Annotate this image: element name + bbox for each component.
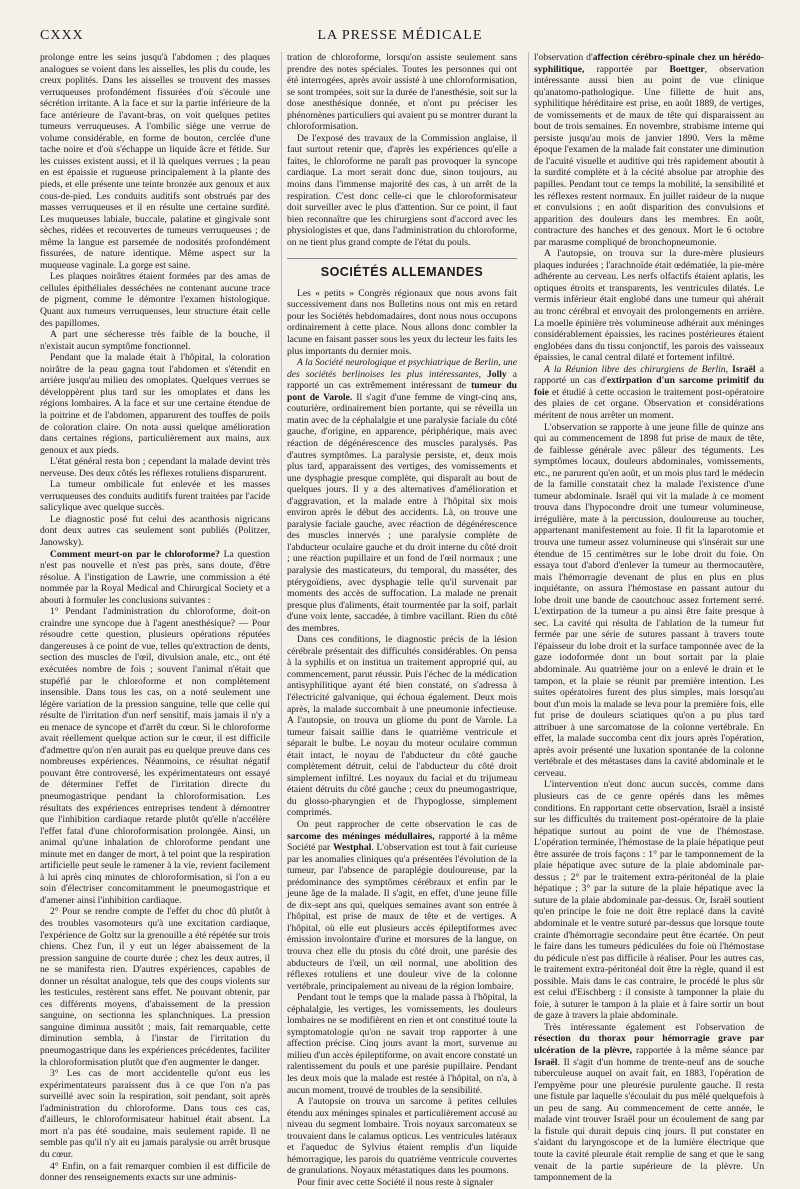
paragraph: 4° Enfin, on a fait remarquer combien il est difficile de donner des renseignements exacts sur une adminis- [40, 1160, 270, 1184]
paragraph-text: et étudié à cette occasion le traitement post-opératoire des plaies de cet organe. Observation et considérations méritent de nous arrêter un moment. [534, 386, 764, 421]
paragraph-text: a rapporté un cas d' [534, 363, 764, 387]
paragraph-text: a rapporté un cas extrêmement intéressant de [287, 368, 517, 392]
author-name: Israël [732, 363, 756, 375]
paragraph: De l'exposé des travaux de la Commission anglaise, il faut surtout retenir que, d'après les expériences qu'elle a faites, le chloroforme ne paraît pas provoquer la syncope cardiaque. La mort serait donc due, sinon toujours, au moins dans l'immense majorité des cas, à un arrêt de la respiration. C'est donc celle-ci que le chloroformisateur doit surveiller avec le plus d'attention. Sur ce point, il faut bien reconnaître que les chirurgiens sont d'accord avec les physiologistes et que, dans l'administration du chloroforme, on ne tient plus grand compte de l'état du pouls. [287, 132, 517, 248]
column-1 [40, 52, 270, 1184]
paragraph: A part une sécheresse très faible de la bouche, il n'existait aucun symptôme fonctionnel. [40, 329, 270, 352]
paragraph-text: La question n'est pas nouvelle et n'est pas près, sans doute, d'être résolue. A l'instigation de Lawrie, une commission a été nommée par la Royal Medical and Chirurgical Society et a abouti à formuler les conclusions suivantes : [40, 548, 270, 606]
case-title: extirpation d'un sarcome primitif du foie [534, 375, 764, 398]
paragraph: La tumeur ombilicale fut enlevée et les masses verruqueuses des conduits auditifs furent traitées par l'acide salicylique avec quelque succès. [40, 479, 270, 514]
paragraph: L'observation se rapporte à une jeune fille de quinze ans qui au commencement de 1898 fut prise de maux de tête, de faiblesse générale avec pâleur des téguments. Les symptômes locaux, douleurs abdominales, vomissements, etc., ne parurent qu'en août, et un mois plus tard le médecin de la famille constatait chez la malade l'existence d'une tumeur abdominale. Israël qui vit la malade à ce moment trouva dans l'hypocondre droit une tumeur volumineuse, irrégulière, mate à la percussion, douloureuse au toucher, appartenant manifestement au foie. Il fit la laparotomie et trouva une tumeur assez volumineuse qui s'insérait sur une étendue de 15 centimètres sur le lobe droit du foie. On essaya tout d'abord d'enlever la tumeur au thermocautère, mais l'hémorragie devenant de plus en plus en plus inquiétante, on assura l'hémostase en passant autour du lobe droit une bande de caoutchouc assez fortement serré. L'extirpation de la tumeur a pu ainsi être faite presque à sec. La cavité qui résulta de l'ablation de la tumeur fut fermée par une série de sutures passant à travers toute l'épaisseur du lobe droit et la surface tamponnée avec de la gaze iodoformée dont un bout sortait par la plaie abdominale. Au quatrième jour on a enlevé le drain et le tampon, et la plaie se réunit par première intention. Les suites opératoires furent des plus simples, mais lorsqu'au bout d'un mois la malade se leva pour la première fois, elle fut prise de douleurs sciatiques qu'on a pu plus tard attribuer à une sarcomatose de la colonne vertébrale. En effet, la malade succomba cent dix jours après l'opération, après avoir présenté une luxation spontanée de la colonne vertébrale et des métastases dans la cavité abdominale et le cerveau. [534, 421, 764, 779]
section-title: SOCIÉTÉS ALLEMANDES [287, 258, 517, 279]
paragraph-text: On peut rapprocher de cette observation le cas de [297, 819, 517, 830]
journal-title: LA PRESSE MÉDICALE [317, 28, 483, 43]
paragraph-text: Il s'agit d'une femme de vingt-cinq ans, couturière, ordinairement bien portante, qui se réveilla un matin avec de la céphalalgie et une paralysie faciale du côté gauche, d'origine, en apparence, périphérique, mais avec réaction de dégénérescence des muscles paralysés. Pas d'autres symptômes. La paralysie persiste, et, deux mois plus tard, apparaissent des vertiges, des vomissements et une dysphagie presque complète, qui disparaît au bout de quelques jours. Il y a des alternatives d'amélioration et d'aggravation, et la malade entre à l'hôpital six mois environ après le début des accidents. Là, on trouve une paralysie faciale gauche, avec réaction de dégénérescence des muscles innervés ; une paralysie complète de l'abducteur oculaire gauche et du droit interne du côté droit ; une réaction pupillaire et un fond de l'œil normaux ; une paralysie des masticateurs, du temporal, du masséter, des ptérygoïdiens, avec dysphagie telle qu'il survenait par moments des accès de suffocation. La malade ne prenait presque plus d'aliments, était tourmentée par la soif, parlait d'une voix lente, saccadée, à timbre vacillant. Rien du côté des membres. [287, 391, 517, 634]
paragraph-westphal [287, 819, 517, 992]
case-title: sarcome des méninges médullaires, [287, 830, 435, 842]
author-name: Israël [534, 1056, 558, 1068]
paragraph: Les plaques noirâtres étaient formées par des amas de cellules épithéliales desséchées ne contenant aucune trace de pigment, comme le démontre l'examen histologique. Quant aux tumeurs verruqueuses, leur structure était celle des papillomes. [40, 271, 270, 329]
paragraph-text: . L'observation est tout à fait curieuse par les anomalies cliniques qu'a présentées l'évolution de la tumeur, par l'absence de paraplégie douloureuse, par la prédominance des symptômes cérébraux et enfin par le jeune âge de la malade. Il s'agit, en effet, d'une jeune fille de dix-sept ans qui, quelques semaines avant son entrée à l'hôpital, est prise de maux de tête et de vertiges. A l'hôpital, où elle eut plusieurs accès épileptiformes avec émission involontaire d'urine et morsures de la langue, on trouva chez elle du ptosis du côté droit, une parésie des abducteurs de l'œil, un œil normal, une abolition des réflexes rotuliens et une douleur vive de la colonne vertébrale, principalement au niveau de la région lombaire. [287, 842, 517, 992]
paragraph-boettger [534, 52, 764, 248]
paragraph: prolonge entre les seins jusqu'à l'abdomen ; des plaques analogues se voient dans les aisselles, les plis du coude, les creux poplités. Dans les aisselles se trouvent des masses verruqueuses profondément fissurées d'où s'écoule une sécrétion irritante. A la face et sur la partie inférieure de la face antérieure de l'avant-bras, on voit quelques petites tumeurs verruqueuses. A l'ombilic siège une verrue de volume considérable, en forme de bouton, cerclée d'une tache noire et d'où s'échappe un liquide âcre et fétide. Sur les cuisses existent aussi, et il là quelques verrues ; la peau en est épaissie et rugueuse principalement à la plante des pieds, et elle présente une teinte bronzée aux genoux et aux cous-de-pied. Les conduits auditifs sont obstrués par des masses verruqueuses et il en résulte une certaine surdité. Les muqueuses labiale, buccale, palatine et gingivale sont sèches, ridées et recouvertes de tumeurs verruqueuses ; de même la langue est parsemée de nodosités profondément fissurées, de nature identique. Même aspect sur la muqueuse vaginale. La gorge est saine. [40, 52, 270, 271]
society-name: A la Société neurologique et psychiatrique de Berlin, une des sociétés berlinoises les plus intéressantes, [287, 357, 517, 380]
paragraph: Pendant tout le temps que la malade passa à l'hôpital, la céphalalgie, les vertiges, les vomissements, les douleurs lombaires ne se modifièrent en rien et ont constitué toute la symptomatologie qu'on ne savait trop rapporter à une affection précise. Cinq jours avant la mort, survenue au milieu d'un accès épileptiforme, on avait encore constaté un ralentissement du pouls et une parésie pupillaire. Pendant les deux mois que la malade est restée à l'hôpital, on n'a, à aucun moment, trouvé de troubles de la sensibilité. [287, 992, 517, 1096]
paragraph: 1° Pendant l'administration du chloroforme, doit-on craindre une syncope due à l'agent anesthésique? — Pour résoudre cette question, plusieurs opérations réputées dangereuses à ce point de vue, telles qu'extraction de dents, section des muscles de l'œil, divulsion anale, etc., ont été exécutées nombre de fois ; souvent l'animal n'était que stupéfié par le chloroforme et non complètement insensible. Dans tous les cas, on a noté seulement une légère variation de la pression sanguine, telle que celle qui résulte de l'irritation d'un nerf sensitif, mais jamais il n'y a eu menace de syncope et d'arrêt du cœur. Si le chloroforme avait réellement quelque action sur le cœur, il est difficile d'admettre qu'on n'en aurait pas eu quelque preuve dans ces nombreuses expériences. Néanmoins, ce résultat négatif pouvant être controversé, les expérimentateurs ont essayé de déterminer l'effet de l'irritation directe du pneumogastrique pendant la chloroformisation. Les résultats des expériences entreprises tendent à démontrer que l'inhibition cardiaque retarde plutôt qu'elle n'accélère l'effet fatal d'une chloroformisation prolongée. Ainsi, un animal qu'une inhalation de chloroforme pendant une minute met en danger de mort, à tel point que la respiration artificielle peut seule le ramener à la vie, revient facilement à lui après cinq minutes de chloroformisation, si l'on a eu soin d'électriser concomitamment le pneumogastrique et d'amener ainsi l'inhibition cardiaque. [40, 606, 270, 906]
society-name: A la Réunion libre des chirurgiens de Berlin, [544, 363, 733, 375]
paragraph: Pour finir avec cette Société il nous reste à signaler [297, 1176, 494, 1188]
paragraph-text: rapportée par [584, 63, 670, 75]
paragraph: A l'autopsie on trouva un sarcome à petites cellules étendu aux méninges spinales et particulièrement accusé au niveau du segment lombaire. Trois noyaux sarcomateux se trouvaient dans le calamus opticus. Les ventricules latéraux et l'aqueduc de Sylvius étaient remplis d'un liquide hémorragique, les parois du quatrième ventricule couvertes de granulations. Noyaux métastatiques dans les poumons. [287, 1096, 517, 1177]
paragraph-text: Très intéressante également est l'observation de [544, 1021, 764, 1033]
author-name: Boettger [669, 63, 705, 75]
author-name: Westphal [332, 842, 372, 854]
paragraph: A l'autopsie, on trouva sur la dure-mère plusieurs plaques indurées ; l'arachnoïde était œdématiée, la pie-mère adhérente au cerveau. Les nerfs olfactifs étaient aplatis, les optiques étroits et transparents, les ventricules dilatés. Le vermis inférieur était englobé dans une tumeur qui ahérait au tronc cérébral et envoyait des prolongements en arrière. La moelle épinière très volumineuse adhérait aux méninges considérablement épaissies, les racines postérieures étaient englobées dans du tissu conjonctif, les parois des vaisseaux épaissies, le canal central dilaté et fortement infiltré. [534, 248, 764, 364]
page-number: CXXX [40, 28, 84, 43]
paragraph-jolly [287, 357, 517, 634]
paragraph-israel [534, 364, 764, 422]
paragraph: L'intervention n'eut donc aucun succès, comme dans plusieurs cas de ce genre opérés dans les mêmes conditions. En rapportant cette observation, Israël a insisté sur les difficultés du traitement post-opératoire de la plaie hépatique surtout au point de vue de l'hémostase. L'opération terminée, l'hémostase de la plaie hépatique peut être assurée de trois façons : 1° par le tamponnement de la plaie hépatique avec suture de la plaie abdominale par-dessus ; 2° par le traitement extra-péritonéal de la plaie hépatique ; 3° par la suture de la plaie hépatique avec la suture de la plaie abdominale par-dessus. Or, Israël soutient qu'en principe le foie ne doit être replacé dans la cavité abdominale et le ventre suturé par-dessus que lorsque toute crainte d'hémorragie secondaire peut être écartée. On peut le faire dans les tumeurs pédiculées du foie où l'hémostase du pédicule n'est pas difficile à réaliser. Pour les autres cas, le traitement extra-péritonéal doit être la règle, quand il est possible. Mais dans le cas contraire, le procédé le plus sûr est celui d'Eischberg : il consiste à tamponner la plaie du foie, à suturer le tampon à la plaie et à faire sortir un bout de gaze à travers la plaie abdominale. [534, 779, 764, 1022]
paragraph-text: . Il s'agit d'un homme de trente-neuf ans de souche tuberculeuse auquel on avait fait, en 1883, l'opération de l'empyème pour une pleurésie purulente gauche. Il resta une fistule par laquelle s'écoulait du pus mêlé quelquefois à un peu de sang. Au commencement de cette année, le malade vint trouver Israël pour un écoulement de sang par la fistule qui durait depuis cinq jours. Il put constater en s'aidant du laryngoscope et de la lumière électrique que toute la cavité pleurale était remplie de sang et que le sang venait de la partie supérieure de la plèvre. Un tamponnement de la [534, 1056, 764, 1184]
paragraph: 3° Les cas de mort accidentelle qu'ont eus les expérimentateurs paraissent dus à ce que l'on n'a pas surveillé avec soin la respiration, soit pendant, soit après l'administration du chloroforme. Dans tous ces cas, d'ailleurs, le chloroformisateur habituel était absent. La mort n'a pas été soudaine, mais seulement rapide. Il ne semble pas qu'il n'y ait eu jamais paralysie ou arrêt brusque du cœur. [40, 1068, 270, 1160]
author-name: Jolly [487, 368, 507, 380]
paragraph-text: rapporté à la même Société par [287, 830, 517, 854]
case-title: affection cérébro-spinale chez un hérédo-syphilitique, [534, 52, 764, 75]
paragraph: tration de chloroforme, lorsqu'on assiste seulement sans prendre des notes spéciales. Toutes les personnes qui ont été interrogées, après avoir assisté à une chloroformisation, se sont trompées, soit sur la durée de l'anesthésie, soit sur la dose anesthésique donnée, et n'ont pu préciser les phénomènes particuliers qui avaient pu se montrer durant la chloroformisation. [287, 52, 517, 133]
subhead-chloroforme: Comment meurt-on par le chloroforme? [50, 548, 220, 560]
paragraph: Pendant que la malade était à l'hôpital, la coloration noirâtre de la peau gagna tout l'abdomen et s'étendit en arrière jusqu'au milieu des omoplates. Quelques verrues se développèrent plus tard sur les omoplates et dans les régions lombaires. A la face et sur une certaine étendue de la poitrine et de l'abdomen, apparurent des touffes de poils de coloration claire. On nota aussi quelque amélioration dans certaines régions, particulièrement aux mains, aux genoux et aux pieds. [40, 352, 270, 456]
paragraph-text: l'observation d' [534, 52, 593, 63]
column-2 [287, 52, 517, 1188]
paragraph-text: rapportée à la même séance par [632, 1045, 764, 1057]
article-columns [40, 52, 764, 1188]
paragraph: Le diagnostic posé fut celui des acanthosis nigricans dont deux autres cas seulement sont publiés (Politzer, Janowsky). [40, 513, 270, 548]
paragraph-thorax [534, 1022, 764, 1184]
paragraph: Les « petits » Congrès régionaux que nous avons fait successivement dans nos Bulletins nous ont mis en retard pour les Sociétés hebdomadaires, dont nous nous occupons ordinairement à cette place. Nous allons donc combler la lacune en faisant passer sous les yeux du lecteur les faits les plus importants du dernier mois. [287, 287, 517, 357]
running-head [40, 28, 760, 46]
paragraph-text: , observation intéressante aussi bien au point de vue clinique qu'anatomo-pathologique. Une fillette de huit ans, syphilitique héréditaire est prise, en août 1889, de vertiges, de vomissements et de maux de tête qui disparaissent au bout de trois semaines. En novembre, strabisme interne qui persiste jusqu'au mois de janvier 1890. Vers la même époque l'examen de la malade fait constater une diminution de l'acuité visuelle et auditive qui très rapidement aboutit à la surdité complète et à la cécité absolue par atrophie des papilles. Pendant tout ce temps la mobilité, la sensibilité et les réflexes restent normaux. En juillet raideur de la nuque et convulsions ; en août disparition des convulsions et apparition des douleurs dans les membres. En août, contracture des hanches et des genoux. Mort le 6 octobre par marasme compliqué de bronchopneumonie. [534, 63, 764, 248]
case-title: résection du thorax pour hémorragie grave par ulcération de la plèvre, [534, 1033, 764, 1057]
paragraph: Dans ces conditions, le diagnostic précis de la lésion cérébrale présentait des difficultés considérables. On pensa à la syphilis et on institua un traitement approprié qui, au commencement, parut réussir. Puis l'échec de la médication antisyphilitique ayant été bien constaté, on s'adressa à l'électricité galvanique, qui échoua également. Deux mois après, la malade succombait à une pneumonie infectieuse. A l'autopsie, on trouva un gliome du pont de Varole. La tumeur faisait saillie dans le quatrième ventricule et séparait le bulbe. Le noyau du moteur oculaire commun était intact, le noyau de l'abducteur du côté gauche complètement détruit, celui de l'abducteur du côté droit simplement infiltré. Les noyaux du facial et du trijumeau étaient détruits du côté gauche ; ceux du pneumogastrique, du glosso-pharyngien et de l'hypoglosse, simplement comprimés. [287, 634, 517, 819]
paragraph: 2° Pour se rendre compte de l'effet du choc dû plutôt à des troubles vasomoteurs qu'à une excitation cardiaque, l'expérience de Goltz sur la grenouille a été répétée sur trois chiens. Chez l'un, il y eut un léger abaissement de la pression sanguine de courte durée ; chez les deux autres, il ne se manifesta rien. D'autres expériences, capables de donner un résultat analogue, tels que des coups violents sur les testicules, restèrent sans effet. Ne pouvant obtenir, par ces différents moyens, d'abaissement de la pression sanguine, on sectionna les splanchniques. La pression sanguine diminua aussitôt ; mais, fait remarquable, cette diminution sembla, à l'instar de l'irritation du pneumogastrique dans les expériences précédentes, faciliter la chloroformisation plutôt que d'en augmenter le danger. [40, 906, 270, 1068]
paragraph: L'état général resta bon ; cependant la malade devint très nerveuse. Des deux côtés les réflexes rotuliens disparurent. [40, 456, 270, 479]
paragraph-chloroforme [40, 549, 270, 607]
column-3 [534, 52, 764, 1184]
case-title: tumeur du pont de Varole. [287, 380, 517, 403]
